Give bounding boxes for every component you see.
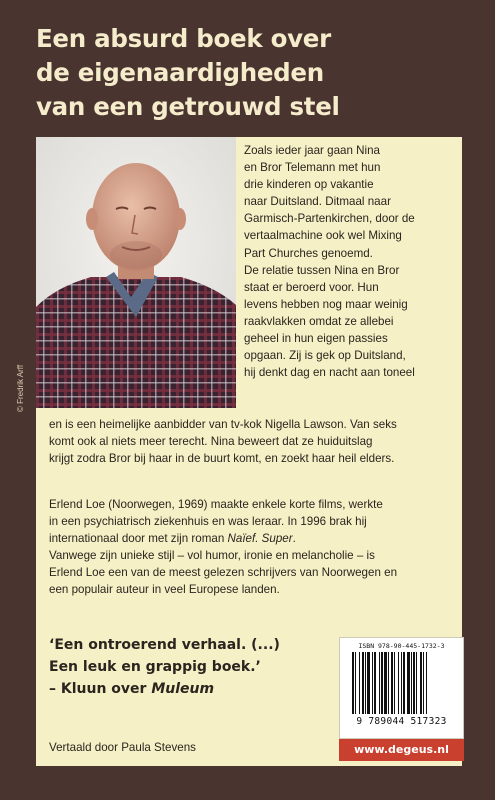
barcode-bar <box>365 652 366 714</box>
barcode-bar <box>416 652 417 714</box>
barcode-bar <box>411 652 412 714</box>
quote-line: ‘Een ontroerend verhaal. (...) <box>49 637 280 653</box>
barcode-bar <box>394 652 395 714</box>
synopsis-line: vertaalmachine ook wel Mixing <box>244 229 402 243</box>
barcode-bar <box>398 652 399 714</box>
barcode-bar <box>407 652 410 714</box>
bio-line: Vanwege zijn unieke stijl – vol humor, ironie en melancholie – is <box>49 549 375 563</box>
synopsis-line: Part Churches genoemd. <box>244 246 373 260</box>
barcode-bar <box>413 652 415 714</box>
bio-line: in een psychiatrisch ziekenhuis en was leraar. In 1996 brak hij <box>49 515 367 529</box>
barcode-bar <box>359 652 360 714</box>
bio-line: Erlend Loe (Noorwegen, 1969) maakte enkele korte films, werkte <box>49 498 383 511</box>
synopsis-line: naar Duitsland. Ditmaal naar <box>244 195 391 209</box>
headline <box>36 22 476 124</box>
barcode-bar <box>355 652 356 714</box>
bio-text: . <box>292 532 296 546</box>
author-bio <box>49 496 459 599</box>
photo-credit: © Fredrik Arff <box>16 364 25 412</box>
author-photo <box>36 137 236 408</box>
barcode-bar <box>420 652 422 714</box>
synopsis-line: drie kinderen op vakantie <box>244 178 374 192</box>
bio-line: Erlend Loe een van de meest gelezen schrijvers van Noorwegen en <box>49 566 398 580</box>
barcode-bar <box>381 652 383 714</box>
synopsis-line: staat er beroerd voor. Hun <box>244 280 379 294</box>
synopsis-line: raakvlakken omdat ze allebei <box>244 314 394 328</box>
translator-credit: Vertaald door Paula Stevens <box>49 741 196 754</box>
barcode-bars <box>352 652 452 718</box>
review-quote <box>49 634 349 700</box>
barcode <box>339 637 464 739</box>
barcode-bar <box>401 652 402 714</box>
barcode-bar <box>372 652 373 714</box>
synopsis-line: levens hebben nog maar weinig <box>244 297 408 311</box>
barcode-bar <box>379 652 380 714</box>
barcode-bar <box>403 652 405 714</box>
barcode-bar <box>362 652 364 714</box>
bio-text: internationaal door met zijn roman <box>49 532 228 546</box>
ean-digits: 9 789044 517323 <box>356 716 447 727</box>
synopsis-line: en Bror Telemann met hun <box>244 161 381 175</box>
synopsis-full-width <box>49 416 459 467</box>
bio-line-with-title <box>49 530 459 547</box>
synopsis-right-column <box>244 142 458 381</box>
quote-attribution <box>49 678 349 700</box>
synopsis-line: krijgt zodra Bror bij haar in de buurt komt, en zoekt haar heil elders. <box>49 452 395 466</box>
headline-line-2: de eigenaardigheden <box>36 58 324 87</box>
barcode-bar <box>384 652 387 714</box>
attribution-text: – Kluun over <box>49 681 152 697</box>
synopsis-line: Zoals ieder jaar gaan Nina <box>244 144 380 157</box>
bio-line: een populair auteur in veel Europese landen. <box>49 583 280 597</box>
barcode-bar <box>374 652 376 714</box>
novel-title: Naïef. Super <box>227 532 293 546</box>
attribution-title: Muleum <box>151 681 215 697</box>
barcode-bar <box>423 652 424 714</box>
barcode-bar <box>391 652 393 714</box>
synopsis-line: hij denkt dag en nacht aan toneel <box>244 366 415 380</box>
barcode-bar <box>352 652 354 714</box>
barcode-bar <box>367 652 370 714</box>
synopsis-line: komt ook al niets meer terecht. Nina beweert dat ze huiduitslag <box>49 435 373 449</box>
synopsis-line: Garmisch-Partenkirchen, door de <box>244 212 415 226</box>
barcode-bar <box>426 652 427 714</box>
barcode-bar <box>388 652 389 714</box>
quote-line: Een leuk en grappig boek.’ <box>49 659 261 675</box>
publisher-url: www.degeus.nl <box>339 739 464 761</box>
headline-line-3: van een getrouwd stel <box>36 92 340 121</box>
isbn-text: ISBN 978-90-445-1732-3 <box>358 642 445 650</box>
synopsis-line: geheel in hun eigen passies <box>244 332 388 346</box>
synopsis-line: en is een heimelijke aanbidder van tv-kok Nigella Lawson. Van seks <box>49 418 397 431</box>
synopsis-line: opgaan. Zij is gek op Duitsland, <box>244 349 406 363</box>
synopsis-line: De relatie tussen Nina en Bror <box>244 263 400 277</box>
headline-line-1: Een absurd boek over <box>36 24 331 53</box>
